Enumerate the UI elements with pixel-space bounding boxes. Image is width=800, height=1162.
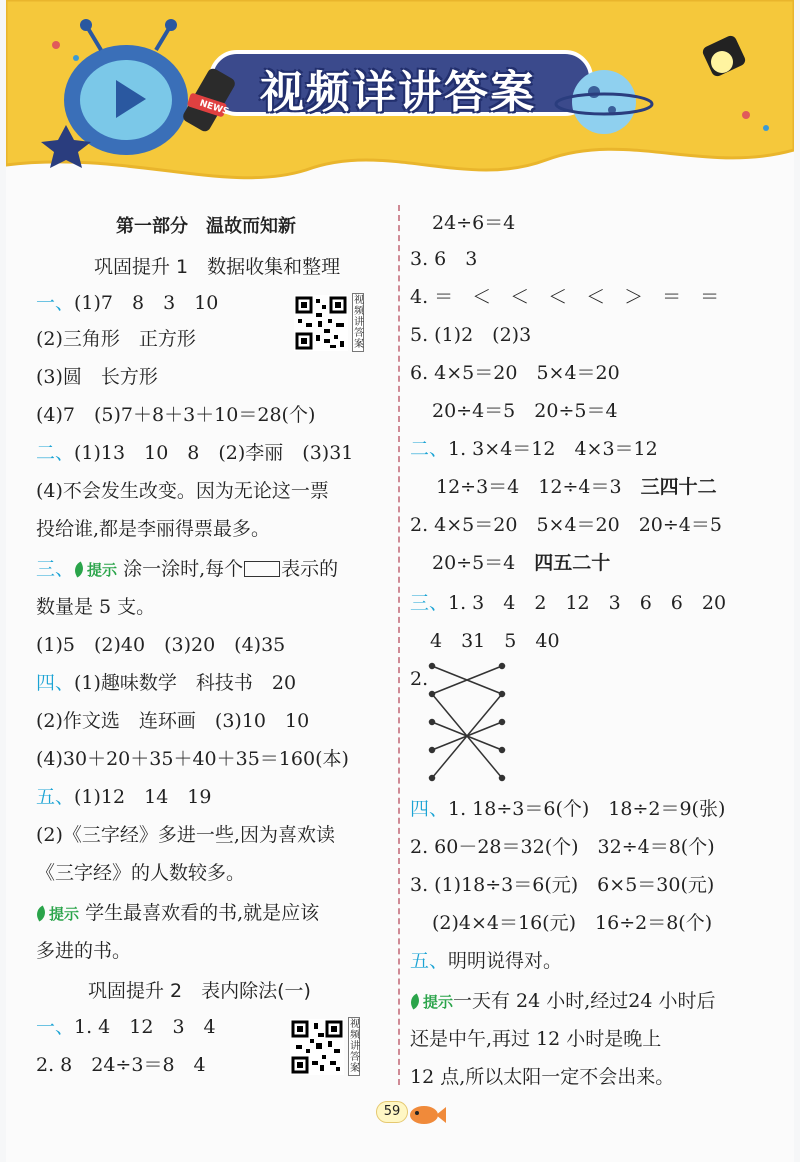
qr-label: 视频讲答案 [354,295,364,350]
answer-text: 一天有 24 小时,经过24 小时后 [453,990,716,1012]
s1-yi-line1 [36,291,218,315]
right-san-line1 [410,591,726,615]
rhyme-text: 三四十二 [640,476,717,498]
section-title-1: 巩固提升 1 数据收集和整理 [94,256,341,278]
tip-badge [74,561,117,579]
match-dot [500,776,505,781]
right-si-line3: 3. (1)18÷3＝6(元) 6×5＝30(元) [410,874,715,896]
section-number: 五、 [410,950,449,972]
tip-label: 提示 [49,905,80,923]
s1-wu-line1 [36,785,211,809]
s1-er-line2: (4)不会发生改变。因为无论这一票 [36,480,329,502]
matching-diagram [426,660,506,785]
page-number: 59 [376,1101,408,1123]
right-si-line4: (2)4×4＝16(元) 16÷2＝8(个) [432,912,713,934]
answer-text: 学生最喜欢看的书,就是应该 [85,902,320,924]
right-line-3: 4. ＝ ＜ ＜ ＜ ＜ ＞ ＝ ＝ [410,286,720,308]
answer-text: 表示的 [281,558,339,580]
s1-san-tip [36,557,338,582]
s1-yi-line3: (3)圆 长方形 [36,366,158,388]
qr-code-icon[interactable] [290,1019,344,1075]
right-line-4: 5. (1)2 (2)3 [410,324,532,346]
box-symbol [244,561,280,577]
match-dot [430,748,435,753]
answer-text: 1. 3×4＝12 4×3＝12 [448,438,658,460]
right-si-line2: 2. 60－28＝32(个) 32÷4＝8(个) [410,836,715,858]
part-title: 第一部分 温故而知新 [116,216,296,237]
match-dot [500,748,505,753]
s2-yi-line1 [36,1015,216,1039]
section-title-2: 巩固提升 2 表内除法(一) [88,980,311,1002]
s2-yi-line2: 2. 8 24÷3＝8 4 [36,1054,206,1076]
page-title: 视频详讲答案 [260,67,536,118]
answer-text: (1)12 14 19 [74,786,212,808]
answer-text: 12÷3＝4 12÷4＝3 [436,476,641,498]
section-number: 三、 [36,558,75,580]
right-er-line3: 2. 4×5＝20 5×4＝20 20÷4＝5 [410,514,722,536]
section-number: 一、 [36,1016,75,1038]
right-san-line2: 4 31 5 40 [430,630,560,652]
s1-er-line3: 投给谁,都是李丽得票最多。 [36,518,271,540]
section-number: 四、 [36,672,75,694]
s1-san-answer: (1)5 (2)40 (3)20 (4)35 [36,634,286,656]
match-dot [430,776,435,781]
s1-si-line3: (4)30＋20＋35＋40＋35＝160(本) [36,748,349,770]
right-wu-tip [410,989,716,1014]
leaf-icon [34,905,49,921]
s1-wu-line3: 《三字经》的人数较多。 [36,862,246,884]
answer-text: 涂一涂时,每个 [123,558,244,580]
answer-text: 1. 18÷3＝6(个) 18÷2＝9(张) [448,798,726,820]
page [6,0,794,1162]
fish-icon [404,1100,448,1130]
answer-text: (1)趣味数学 科技书 20 [74,672,297,694]
answer-text: 1. 3 4 2 12 3 6 6 20 [448,592,727,614]
news-tag: NEWS [198,98,230,118]
answer-text: 20÷5＝4 [432,552,535,574]
leaf-icon [408,993,423,1009]
answer-text: 1. 4 12 3 4 [74,1016,216,1038]
s1-si-line2: (2)作文选 连环画 (3)10 10 [36,710,310,732]
right-line-2: 3. 6 3 [410,248,478,270]
tip-label: 提示 [87,561,118,579]
tip-badge [410,993,453,1011]
right-line-6: 20÷4＝5 20÷5＝4 [432,400,618,422]
s1-er-line1 [36,441,353,465]
right-si-line1 [410,797,725,821]
section-number: 二、 [36,442,75,464]
s1-yi-line4: (4)7 (5)7＋8＋3＋10＝28(个) [36,404,316,426]
s1-wu-tip-line2: 多进的书。 [36,940,132,962]
answer-text: 明明说得对。 [448,950,563,972]
s1-san-tip-line2: 数量是 5 支。 [36,596,156,618]
right-er-line4 [432,551,610,575]
right-wu-tip-line3: 12 点,所以太阳一定不会出来。 [410,1066,675,1088]
right-wu-line1 [410,949,562,973]
match-dot [500,664,505,669]
answer-text: (1)13 10 8 (2)李丽 (3)31 [74,442,354,464]
leaf-icon [72,561,87,577]
right-line-1: 24÷6＝4 [432,212,516,234]
section-number: 五、 [36,786,75,808]
right-er-line1 [410,437,658,461]
match-dot [430,692,435,697]
match-dot [500,692,505,697]
section-number: 一、 [36,292,75,314]
qr-label: 视频讲答案 [350,1019,360,1074]
qr-code-icon[interactable] [294,295,348,351]
match-dot [430,720,435,725]
s1-si-line1 [36,671,296,695]
match-dot [430,664,435,669]
s1-wu-tip [36,901,319,926]
s1-yi-line2: (2)三角形 正方形 [36,328,196,350]
section-number: 三、 [410,592,449,614]
right-wu-tip-line2: 还是中午,再过 12 小时是晚上 [410,1028,662,1050]
answer-text: (1)7 8 3 10 [74,292,219,314]
tip-label: 提示 [423,993,454,1011]
right-san-line3: 2. [410,668,429,690]
rhyme-text: 四五二十 [534,552,611,574]
tip-badge [36,905,79,923]
header-banner [6,0,794,200]
match-dot [500,720,505,725]
section-number: 二、 [410,438,449,460]
column-divider [398,205,400,1085]
section-number: 四、 [410,798,449,820]
s1-wu-line2: (2)《三字经》多进一些,因为喜欢读 [36,824,335,846]
right-er-line2 [436,475,717,499]
right-line-5: 6. 4×5＝20 5×4＝20 [410,362,620,384]
